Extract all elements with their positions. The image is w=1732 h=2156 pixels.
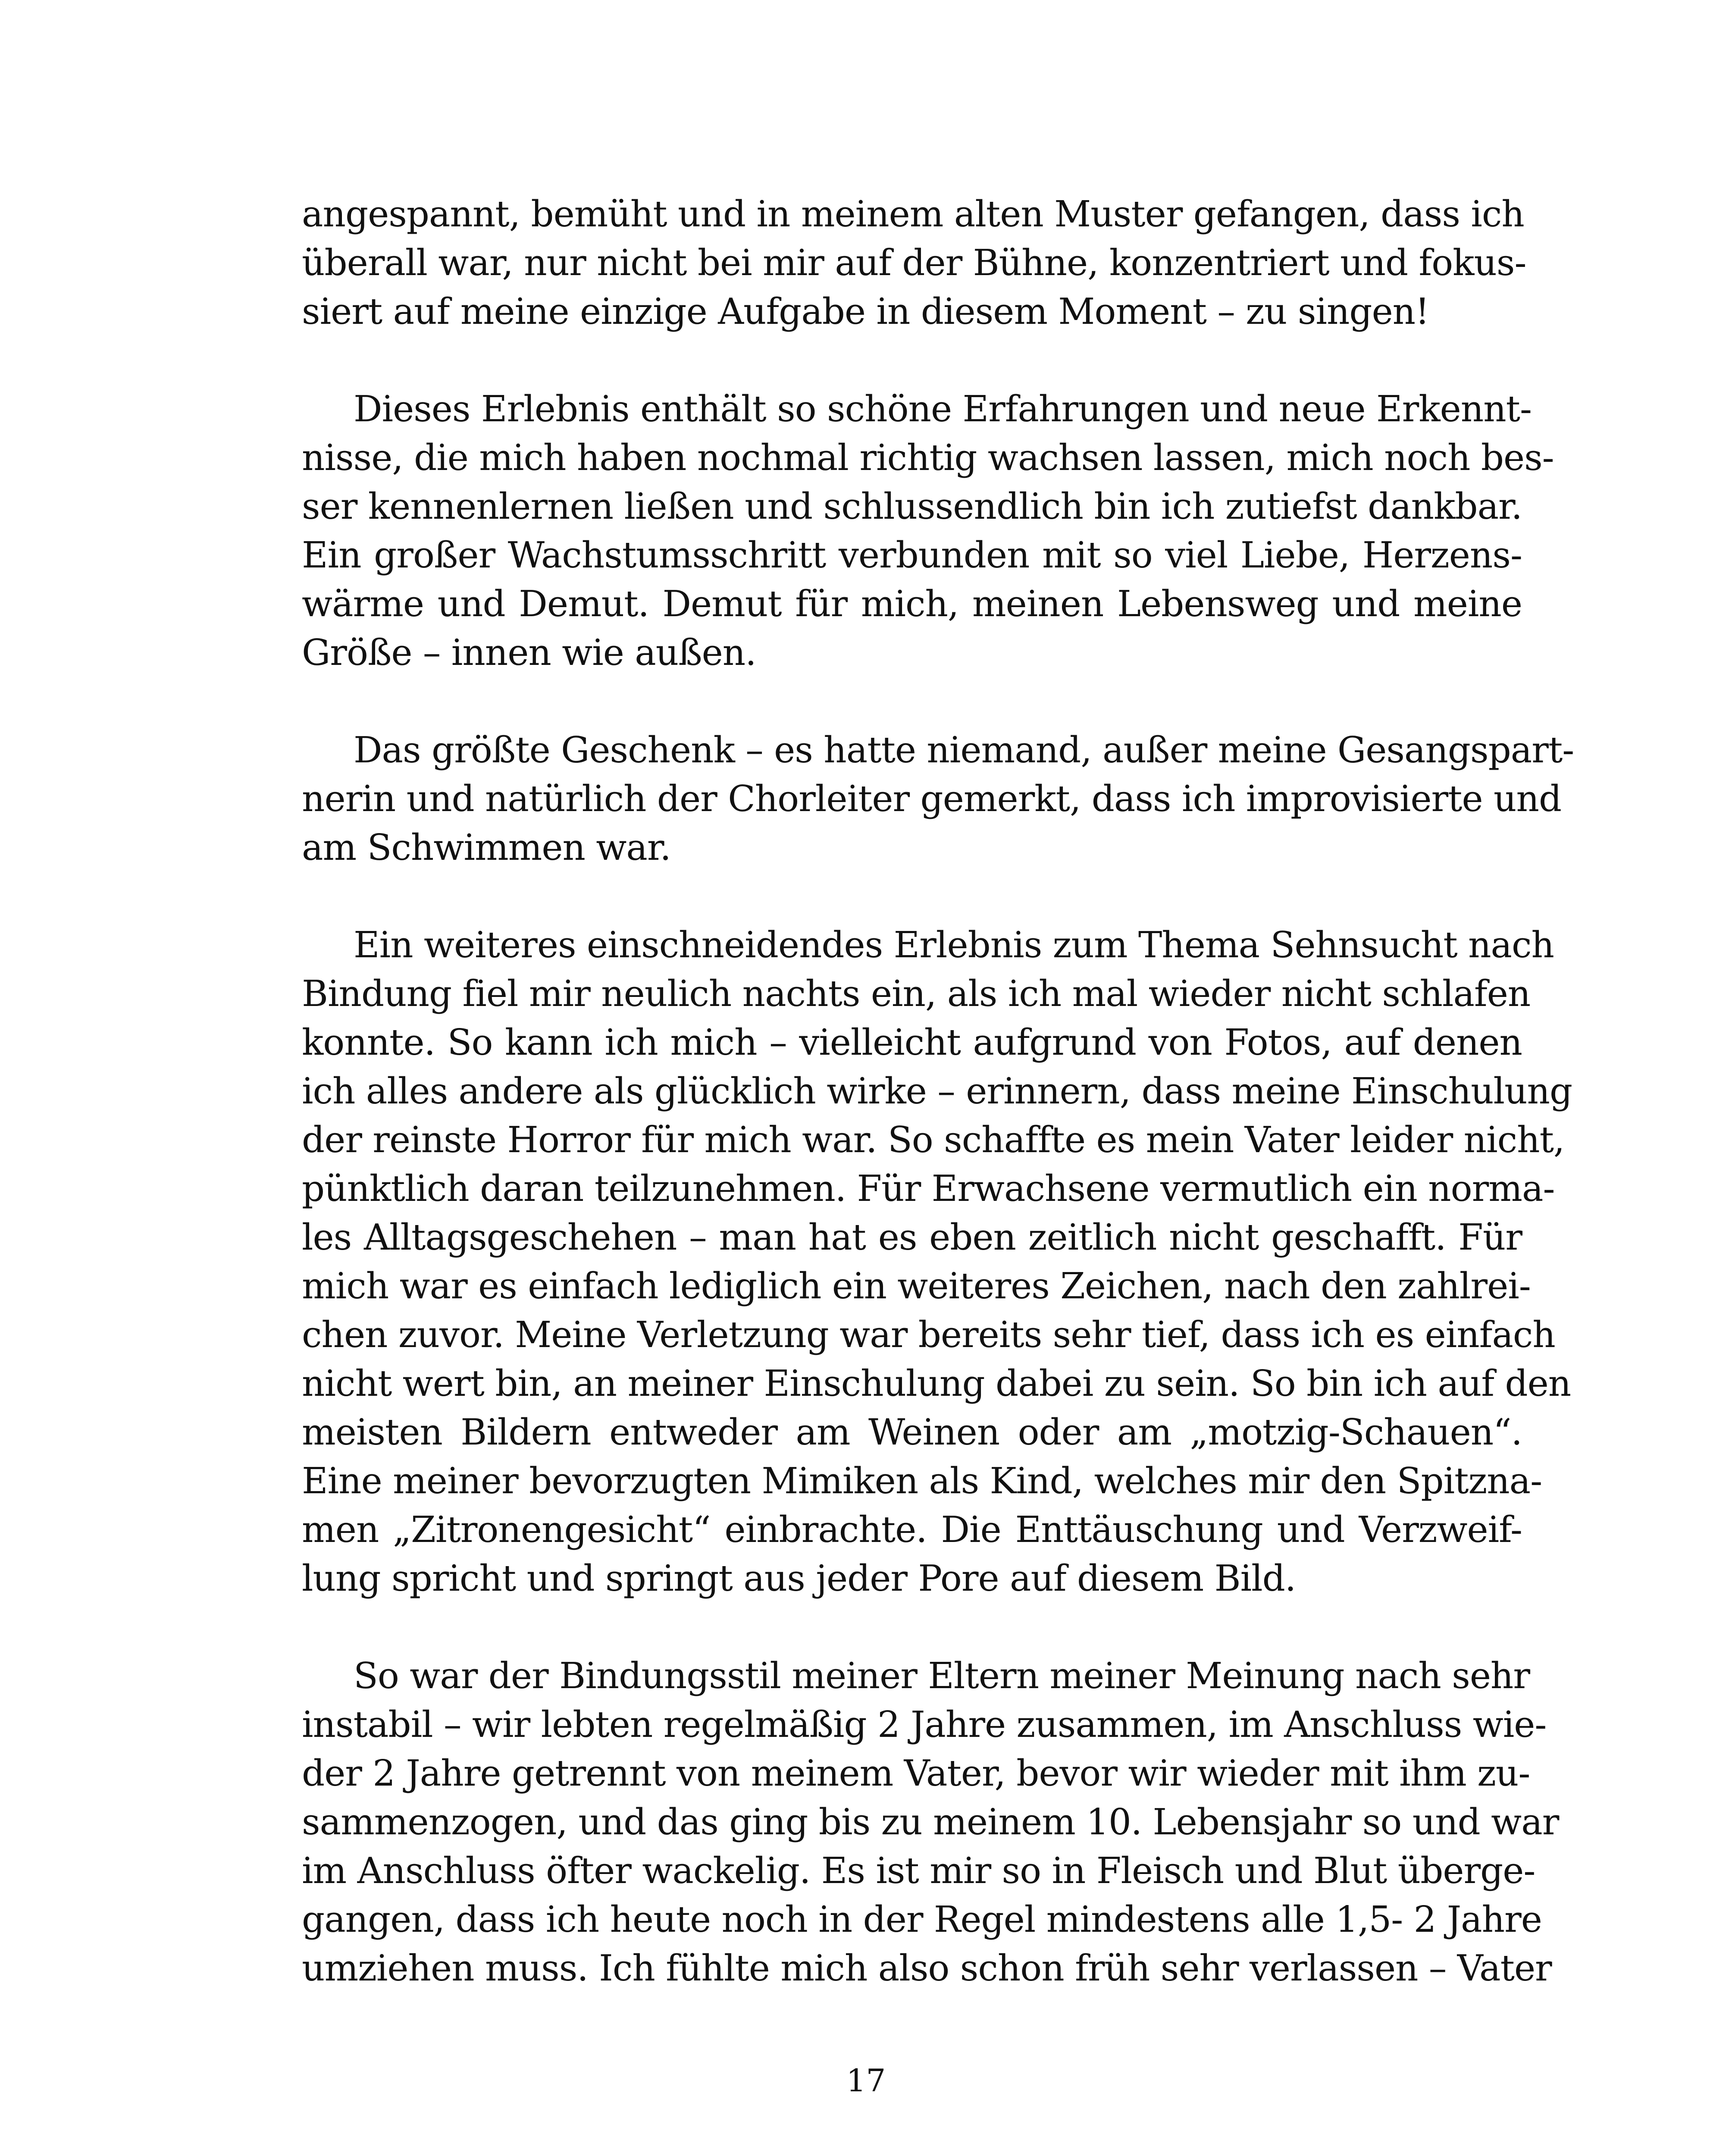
text-line: nisse, die mich haben nochmal richtig wachsen lassen, mich noch bes- — [302, 437, 1554, 479]
text-line: Dieses Erlebnis enthält so schöne Erfahrungen und neue Erkennt- — [354, 388, 1532, 430]
body-text — [302, 190, 1574, 1993]
paragraph-3 — [302, 726, 1574, 872]
text-line: Größe – innen wie außen. — [302, 632, 756, 674]
paragraph-gap — [302, 872, 1522, 921]
text-line: Eine meiner bevorzugten Mimiken als Kind, welches mir den Spitzna- — [302, 1460, 1542, 1502]
paragraph-1 — [302, 190, 1526, 336]
text-line: sammenzogen, und das ging bis zu meinem 10. Lebensjahr so und war — [302, 1801, 1559, 1843]
text-line: der 2 Jahre getrennt von meinem Vater, bevor wir wieder mit ihm zu- — [302, 1752, 1530, 1794]
text-line: ich alles andere als glücklich wirke – erinnern, dass meine Einschulung — [302, 1070, 1572, 1112]
text-line: umziehen muss. Ich fühlte mich also schon früh sehr verlassen – Vater — [302, 1947, 1552, 1989]
text-line: wärme und Demut. Demut für mich, meinen Lebensweg und meine — [302, 583, 1522, 625]
text-line: pünktlich daran teilzunehmen. Für Erwachsene vermutlich ein norma- — [302, 1168, 1555, 1210]
text-line: siert auf meine einzige Aufgabe in diesem Moment – zu singen! — [302, 291, 1429, 332]
paragraph-gap — [302, 677, 1522, 726]
text-line: nerin und natürlich der Chorleiter gemerkt, dass ich improvisierte und — [302, 778, 1562, 820]
text-line: mich war es einfach lediglich ein weiteres Zeichen, nach den zahlrei- — [302, 1265, 1531, 1307]
text-line: lung spricht und springt aus jeder Pore auf diesem Bild. — [302, 1557, 1296, 1599]
text-line: nicht wert bin, an meiner Einschulung dabei zu sein. So bin ich auf den — [302, 1363, 1571, 1404]
paragraph-5 — [302, 1651, 1559, 1993]
paragraph-gap — [302, 336, 1522, 385]
text-line: instabil – wir lebten regelmäßig 2 Jahre zusammen, im Anschluss wie- — [302, 1704, 1547, 1745]
paragraph-4 — [302, 921, 1572, 1603]
text-line: angespannt, bemüht und in meinem alten Muster gefangen, dass ich — [302, 193, 1524, 235]
text-line: konnte. So kann ich mich – vielleicht aufgrund von Fotos, auf denen — [302, 1022, 1522, 1063]
text-line: der reinste Horror für mich war. So schaffte es mein Vater leider nicht, — [302, 1119, 1565, 1161]
text-line: ser kennenlernen ließen und schlussendlich bin ich zutiefst dankbar. — [302, 486, 1522, 527]
text-line: les Alltagsgeschehen – man hat es eben zeitlich nicht geschafft. Für — [302, 1216, 1522, 1258]
text-line: meisten Bildern entweder am Weinen oder am „motzig-Schauen“. — [302, 1411, 1522, 1453]
text-line: am Schwimmen war. — [302, 827, 671, 868]
text-line: chen zuvor. Meine Verletzung war bereits sehr tief, dass ich es einfach — [302, 1314, 1555, 1356]
text-line: Das größte Geschenk – es hatte niemand, außer meine Gesangspart- — [354, 729, 1574, 771]
text-line: überall war, nur nicht bei mir auf der Bühne, konzentriert und fokus- — [302, 242, 1526, 284]
text-line: gangen, dass ich heute noch in der Regel mindestens alle 1,5- 2 Jahre — [302, 1899, 1542, 1940]
paragraph-2 — [302, 385, 1554, 677]
text-line: So war der Bindungsstil meiner Eltern meiner Meinung nach sehr — [354, 1655, 1530, 1697]
text-line: im Anschluss öfter wackelig. Es ist mir so in Fleisch und Blut überge- — [302, 1850, 1535, 1892]
text-line: Bindung fiel mir neulich nachts ein, als ich mal wieder nicht schlafen — [302, 973, 1531, 1015]
text-line: Ein weiteres einschneidendes Erlebnis zum Thema Sehnsucht nach — [354, 924, 1554, 966]
text-line: men „Zitronengesicht“ einbrachte. Die Enttäuschung und Verzweif- — [302, 1509, 1522, 1551]
page-number: 17 — [846, 2062, 886, 2099]
text-line: Ein großer Wachstumsschritt verbunden mit so viel Liebe, Herzens- — [302, 534, 1522, 576]
paragraph-gap — [302, 1603, 1522, 1651]
